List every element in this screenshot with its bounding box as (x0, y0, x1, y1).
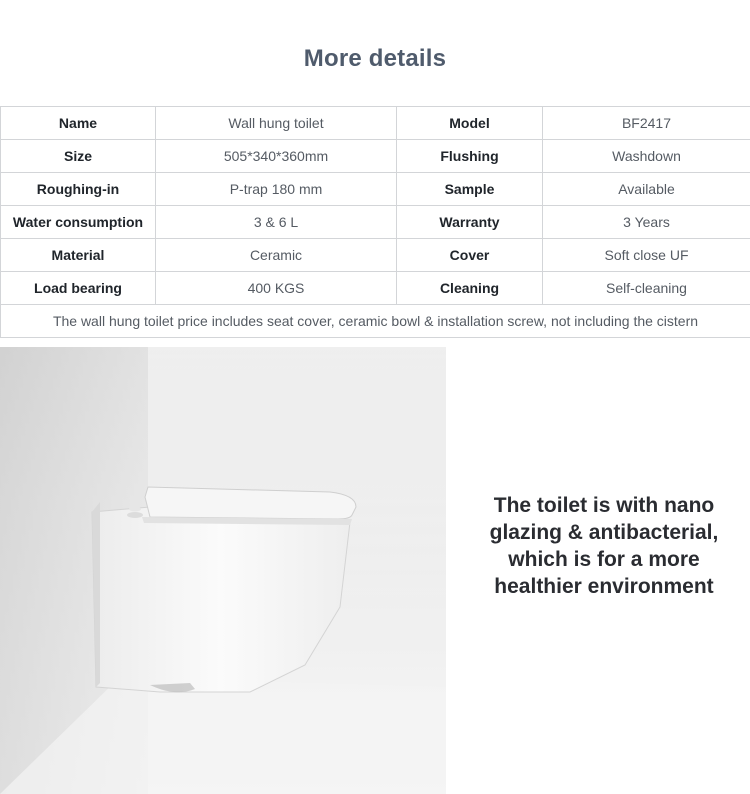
product-photo (0, 347, 446, 794)
caption-line: The toilet is with nano (493, 494, 715, 517)
caption-line: which is for a more (508, 548, 700, 571)
table-row (1, 239, 750, 272)
page-title: More details (303, 45, 447, 72)
spec-label: Sample (397, 173, 543, 206)
spec-value: 3 Years (543, 206, 750, 239)
table-row (1, 272, 750, 305)
specs-table (0, 106, 750, 338)
spec-value: Wall hung toilet (156, 107, 397, 140)
caption-line: healthier environment (494, 575, 714, 598)
feature-caption (464, 492, 744, 600)
spec-label: Size (1, 140, 156, 173)
table-row (1, 173, 750, 206)
table-row (1, 206, 750, 239)
spec-label: Cleaning (397, 272, 543, 305)
spec-label: Water consumption (1, 206, 156, 239)
table-row (1, 107, 750, 140)
spec-value: P-trap 180 mm (156, 173, 397, 206)
wall-hung-toilet-illustration (0, 347, 446, 794)
caption-line: glazing & antibacterial, (489, 521, 719, 544)
price-note: The wall hung toilet price includes seat cover, ceramic bowl & installation screw, not including the cistern (1, 305, 750, 338)
spec-label: Name (1, 107, 156, 140)
spec-value: Available (543, 173, 750, 206)
spec-label: Model (397, 107, 543, 140)
table-row (1, 140, 750, 173)
spec-value: Ceramic (156, 239, 397, 272)
spec-label: Roughing-in (1, 173, 156, 206)
spec-value: Soft close UF (543, 239, 750, 272)
spec-label: Flushing (397, 140, 543, 173)
spec-label: Warranty (397, 206, 543, 239)
spec-value: 400 KGS (156, 272, 397, 305)
spec-value: BF2417 (543, 107, 750, 140)
spec-label: Load bearing (1, 272, 156, 305)
spec-label: Material (1, 239, 156, 272)
table-row (1, 305, 750, 338)
spec-value: 505*340*360mm (156, 140, 397, 173)
spec-value: Washdown (543, 140, 750, 173)
spec-value: 3 & 6 L (156, 206, 397, 239)
spec-label: Cover (397, 239, 543, 272)
spec-value: Self-cleaning (543, 272, 750, 305)
